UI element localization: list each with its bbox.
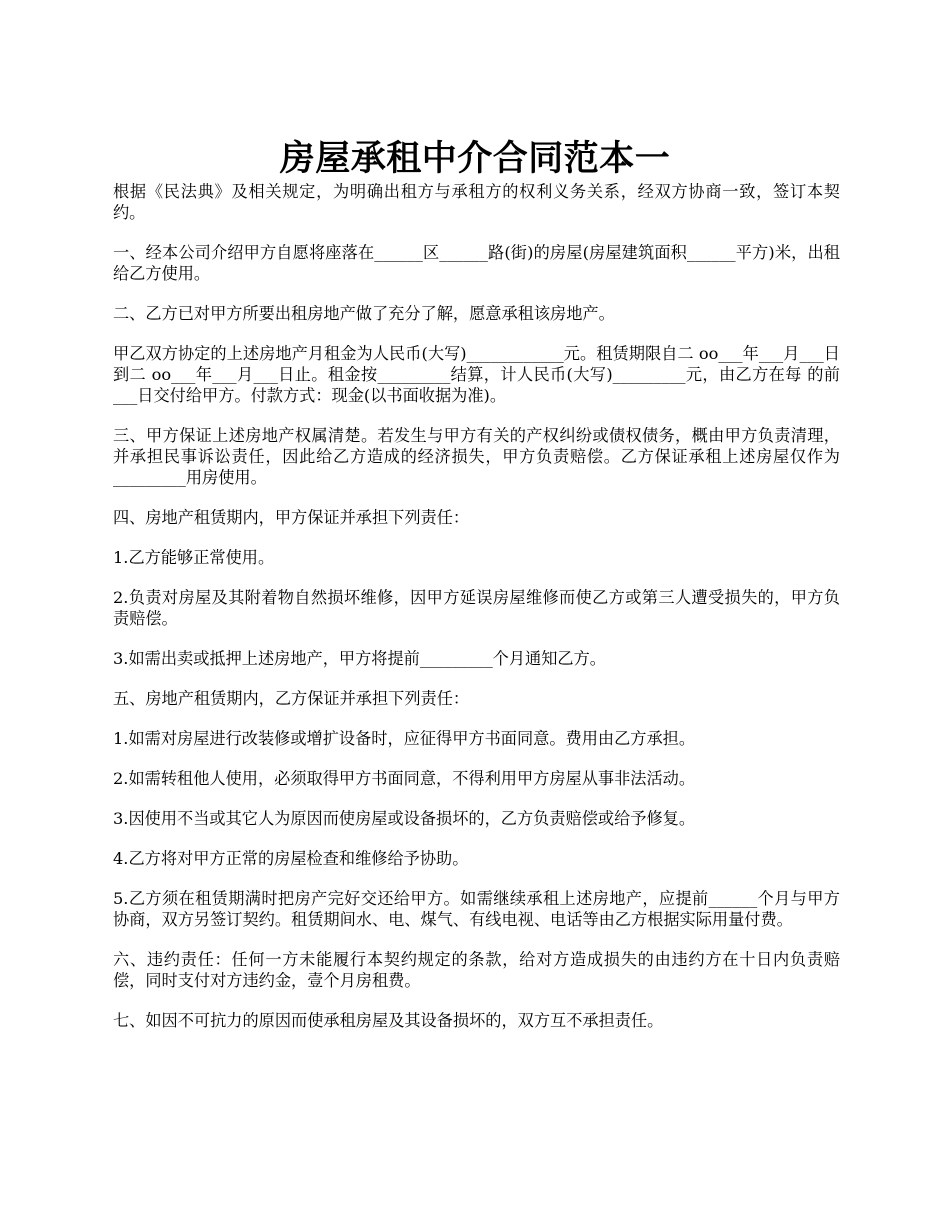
paragraph-clause-5-item-1: 1.如需对房屋进行改装修或增扩设备时，应征得甲方书面同意。费用由乙方承担。 — [113, 729, 696, 748]
paragraph-clause-4-item-2: 2.负责对房屋及其附着物自然损坏维修，因甲方延误房屋维修而使乙方或第三人遭受损失的，甲方负责赔偿。 — [113, 588, 840, 628]
paragraph-clause-1: 一、经本公司介绍甲方自愿将座落在______区______路(街)的房屋(房屋建筑面积______平方)米，出租给乙方使用。 — [113, 243, 840, 283]
paragraph-clause-4-heading: 四、房地产租赁期内，甲方保证并承担下列责任： — [113, 508, 470, 527]
paragraph-rent-terms: 甲乙双方协定的上述房地产月租金为人民币(大写)____________元。租赁期限自二 oo___年___月___日到二 oo___年___月___日止。租金按_________结算，计人民币(大写)_________元，由乙方在每 的前___日交付给甲方。付款方式：现金(以书面收据为准)。 — [113, 344, 840, 405]
paragraph-clause-5-item-3: 3.因使用不当或其它人为原因而使房屋或设备损坏的，乙方负责赔偿或给予修复。 — [113, 809, 696, 828]
paragraph-clause-5-item-4: 4.乙方将对甲方正常的房屋检查和维修给予协助。 — [113, 849, 469, 868]
paragraph-clause-6: 六、违约责任：任何一方未能履行本契约规定的条款，给对方造成损失的由违约方在十日内负责赔偿，同时支付对方违约金，壹个月房租费。 — [113, 950, 840, 990]
document-title: 房屋承租中介合同范本一 — [279, 138, 671, 180]
paragraph-intro: 根据《民法典》及相关规定，为明确出租方与承租方的权利义务关系，经双方协商一致，签订本契约。 — [113, 182, 840, 222]
paragraph-clause-4-item-3: 3.如需出卖或抵押上述房地产，甲方将提前_________个月通知乙方。 — [113, 649, 606, 668]
paragraph-clause-4-item-1: 1.乙方能够正常使用。 — [113, 548, 275, 567]
paragraph-clause-5-item-5: 5.乙方须在租赁期满时把房产完好交还给甲方。如需继续承租上述房地产，应提前______个月与甲方协商，双方另签订契约。租赁期间水、电、煤气、有线电视、电话等由乙方根据实际用量付费。 — [113, 889, 840, 929]
paragraph-clause-2: 二、乙方已对甲方所要出租房地产做了充分了解，愿意承租该房地产。 — [113, 304, 615, 323]
document-body — [113, 181, 840, 1050]
paragraph-clause-5-item-2: 2.如需转租他人使用，必须取得甲方书面同意，不得利用甲方房屋从事非法活动。 — [113, 769, 696, 788]
paragraph-clause-3: 三、甲方保证上述房地产权属清楚。若发生与甲方有关的产权纠纷或债权债务，概由甲方负责清理，并承担民事诉讼责任，因此给乙方造成的经济损失，甲方负责赔偿。乙方保证承租上述房屋仅作为_________用房使用。 — [113, 426, 840, 487]
paragraph-clause-7: 七、如因不可抗力的原因而使承租房屋及其设备损坏的，双方互不承担责任。 — [113, 1011, 664, 1030]
paragraph-clause-5-heading: 五、房地产租赁期内，乙方保证并承担下列责任： — [113, 689, 470, 708]
